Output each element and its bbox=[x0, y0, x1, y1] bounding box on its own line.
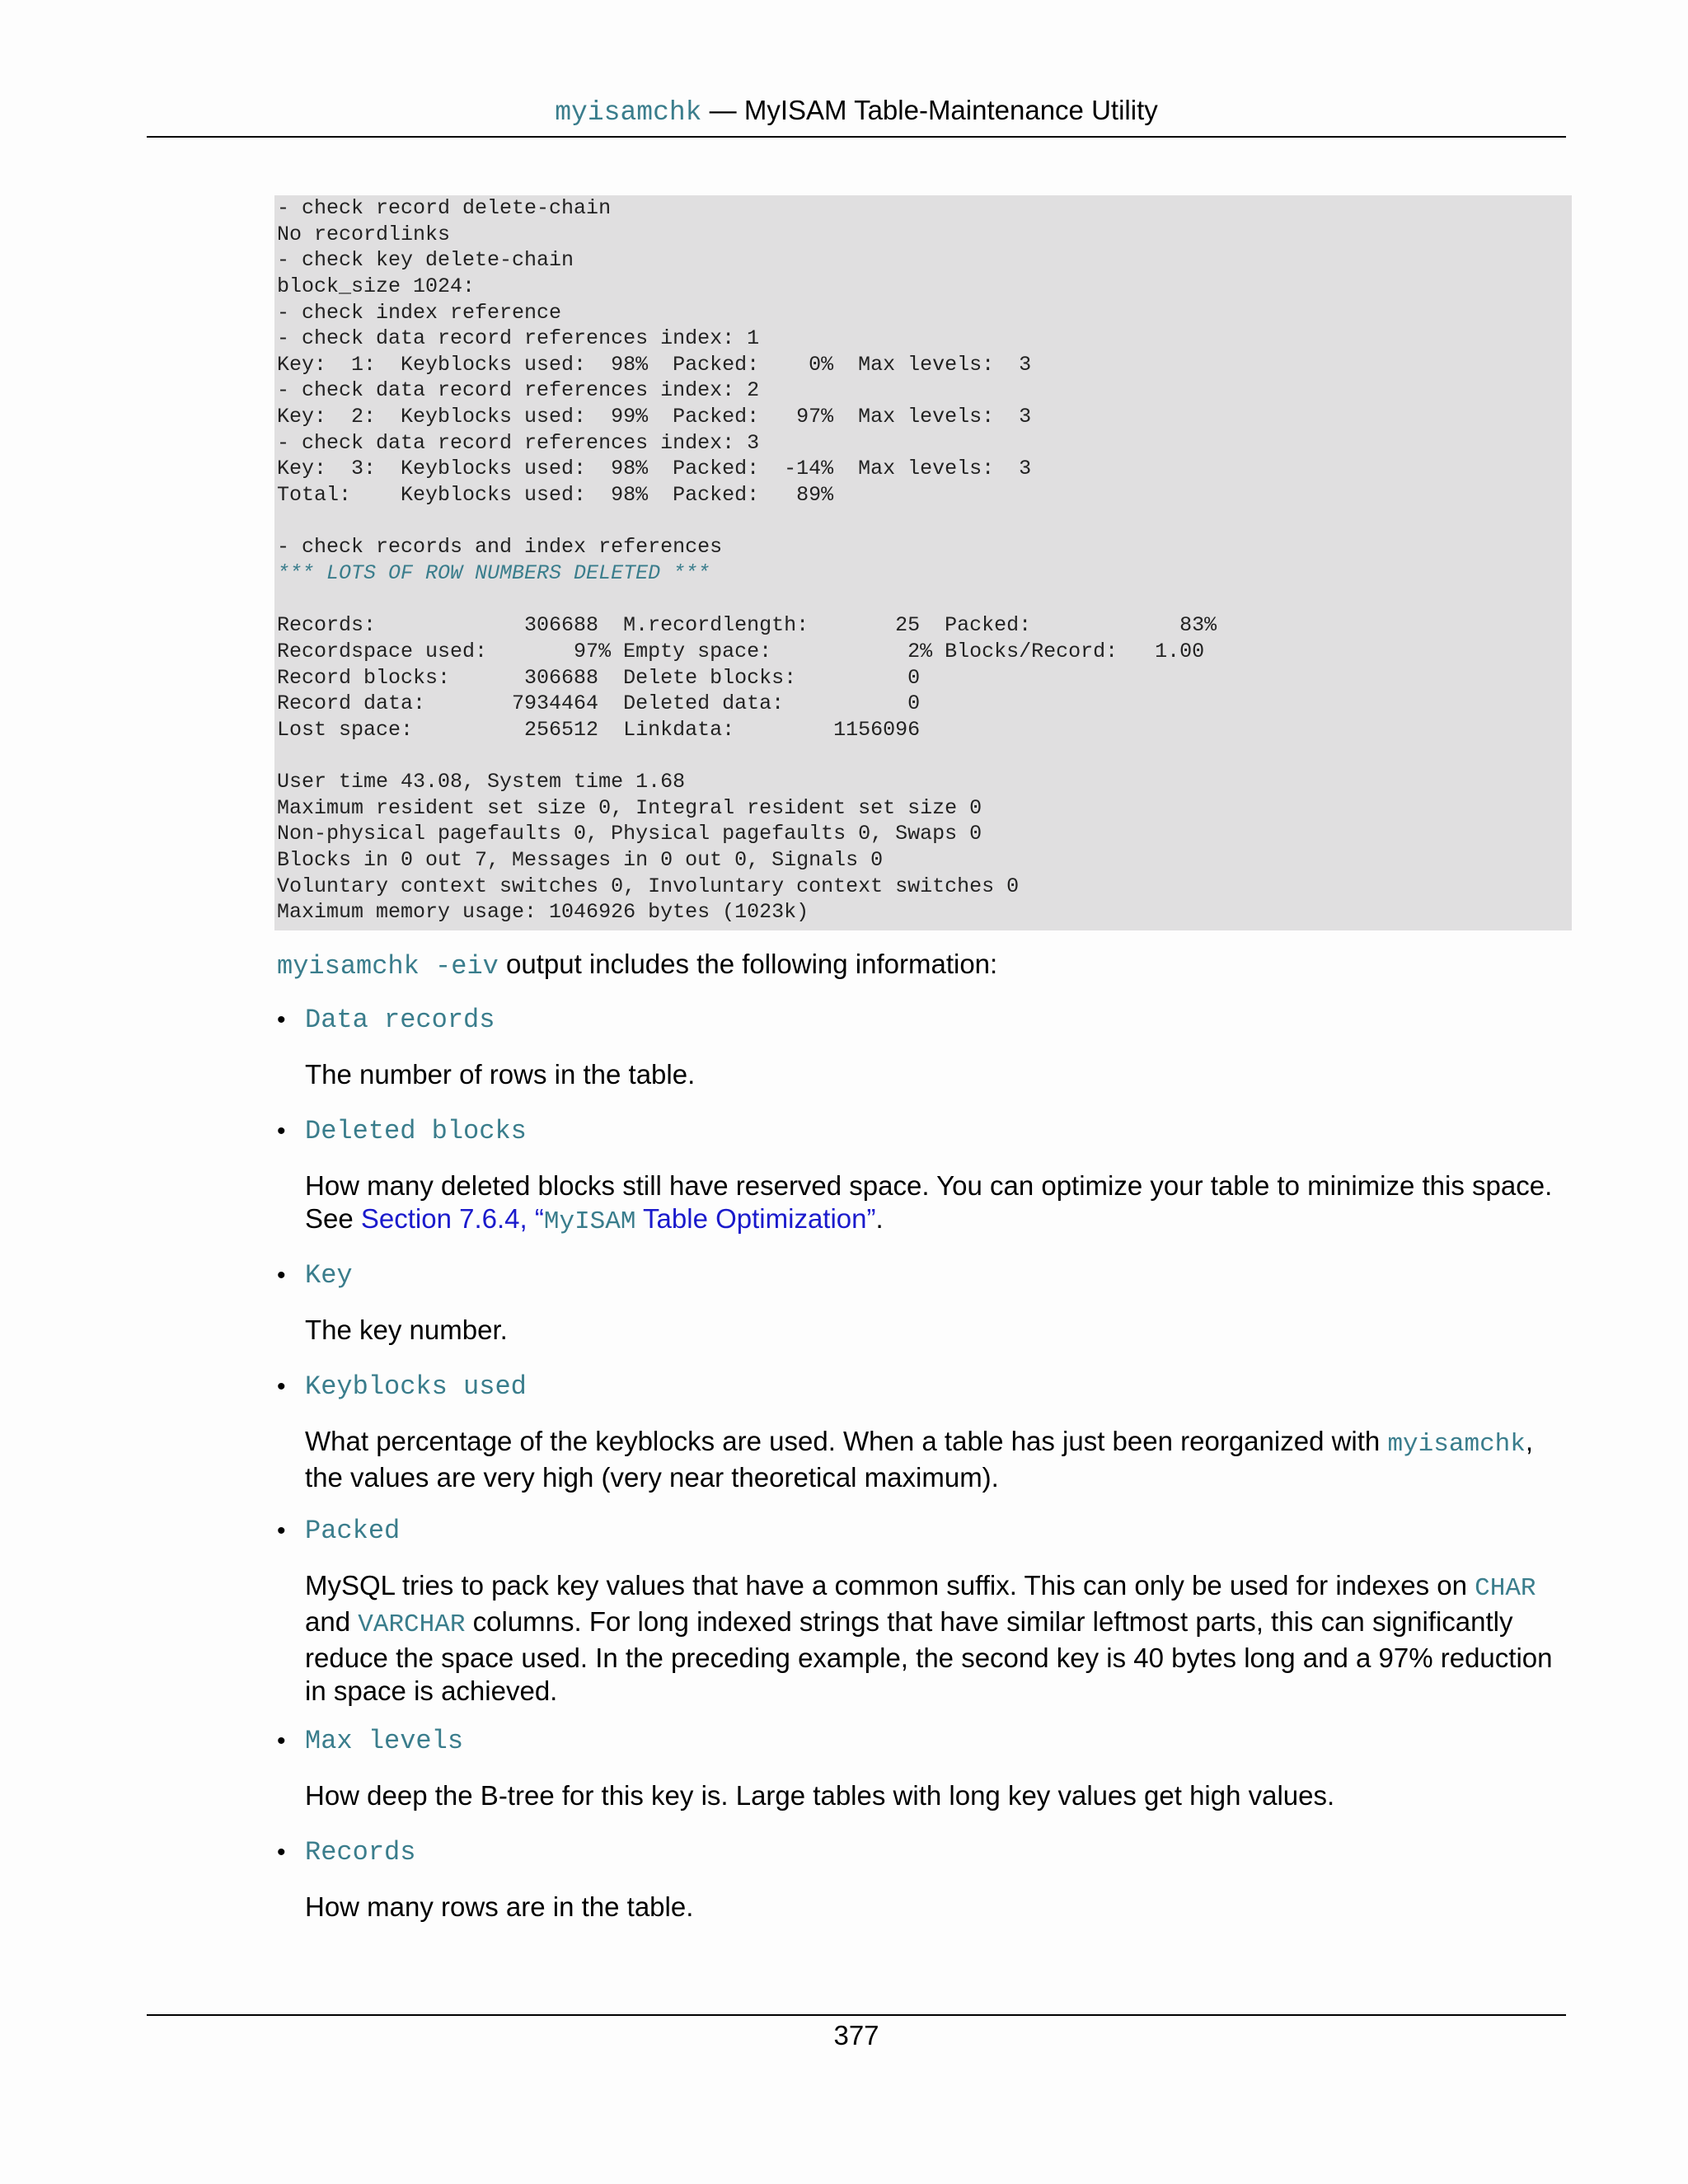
footer-rule bbox=[147, 2014, 1566, 2016]
link-section: Section 7.6.4, “ bbox=[360, 1203, 544, 1234]
code-line: - check record delete-chain bbox=[277, 196, 612, 220]
code-line: - check index reference bbox=[277, 300, 562, 325]
header-command: myisamchk bbox=[555, 97, 702, 128]
list-item bbox=[277, 1371, 1571, 1494]
code-line: - check data record references index: 2 bbox=[277, 378, 760, 403]
list-item bbox=[277, 1515, 1571, 1708]
item-description bbox=[305, 1169, 1571, 1239]
bullet-icon: • bbox=[277, 1006, 286, 1033]
code-line: block_size 1024: bbox=[277, 274, 476, 298]
inline-code: myisamchk bbox=[1387, 1430, 1526, 1459]
item-description bbox=[305, 1569, 1571, 1708]
bullet-icon: • bbox=[277, 1727, 286, 1755]
header-rule bbox=[147, 136, 1566, 138]
page-number: 377 bbox=[833, 2020, 879, 2050]
item-term: Keyblocks used bbox=[305, 1371, 527, 1402]
list-item bbox=[277, 1115, 1571, 1239]
code-line: Voluntary context switches 0, Involuntary context switches 0 bbox=[277, 874, 1020, 898]
code-line: Record blocks: 306688 Delete blocks: 0 bbox=[277, 665, 921, 690]
code-line: - check data record references index: 1 bbox=[277, 326, 760, 351]
code-line: Records: 306688 M.recordlength: 25 Packed: 83% bbox=[277, 613, 1217, 638]
item-description bbox=[305, 1425, 1571, 1494]
item-text: How many deleted blocks still have reserved space. You can optimize your table to minimize this space. bbox=[305, 1170, 1553, 1201]
code-line-emphasis: *** LOTS OF ROW NUMBERS DELETED *** bbox=[277, 560, 710, 585]
page-header bbox=[147, 92, 1566, 131]
bullet-icon: • bbox=[277, 1839, 286, 1866]
code-line: Total: Keyblocks used: 98% Packed: 89% bbox=[277, 483, 834, 508]
bullet-icon: • bbox=[277, 1118, 286, 1145]
section-link[interactable] bbox=[361, 1203, 876, 1234]
code-line: Maximum resident set size 0, Integral resident set size 0 bbox=[277, 795, 982, 820]
bullet-icon: • bbox=[277, 1517, 286, 1544]
code-line: Key: 1: Keyblocks used: 98% Packed: 0% Max levels: 3 bbox=[277, 352, 1032, 377]
code-line: - check data record references index: 3 bbox=[277, 430, 760, 455]
item-text: , the values are very high (very near theoretical maximum). bbox=[305, 1426, 1534, 1493]
intro-text: output includes the following information: bbox=[498, 949, 998, 979]
code-line bbox=[277, 587, 1572, 613]
item-text: What percentage of the keyblocks are used. When a table has just been reorganized with bbox=[305, 1426, 1388, 1456]
list-item bbox=[277, 1836, 1571, 1924]
code-line: Non-physical pagefaults 0, Physical pagefaults 0, Swaps 0 bbox=[277, 822, 982, 846]
item-text: MySQL tries to pack key values that have a common suffix. This can only be used for indexes on bbox=[305, 1570, 1475, 1601]
code-line: Recordspace used: 97% Empty space: 2% Blocks/Record: 1.00 bbox=[277, 639, 1205, 663]
item-term: Deleted blocks bbox=[305, 1116, 527, 1146]
code-line: Blocks in 0 out 7, Messages in 0 out 0, Signals 0 bbox=[277, 848, 884, 873]
list-item bbox=[277, 1259, 1571, 1347]
item-term: Key bbox=[305, 1260, 353, 1291]
code-line: No recordlinks bbox=[277, 222, 451, 246]
list-item bbox=[277, 1725, 1571, 1812]
inline-code: CHAR bbox=[1475, 1574, 1536, 1603]
bullet-icon: • bbox=[277, 1262, 286, 1289]
intro-command: myisamchk -eiv bbox=[277, 951, 499, 982]
code-line: User time 43.08, System time 1.68 bbox=[277, 770, 686, 794]
see-prefix: See bbox=[305, 1203, 361, 1234]
code-line: Key: 2: Keyblocks used: 99% Packed: 97% Max levels: 3 bbox=[277, 405, 1032, 429]
item-description: How many rows are in the table. bbox=[305, 1891, 694, 1922]
code-line bbox=[277, 743, 1572, 769]
code-line: Key: 3: Keyblocks used: 98% Packed: -14% Max levels: 3 bbox=[277, 457, 1032, 481]
inline-code: VARCHAR bbox=[358, 1610, 466, 1639]
code-line: Record data: 7934464 Deleted data: 0 bbox=[277, 691, 921, 716]
item-term: Packed bbox=[305, 1516, 401, 1546]
item-text: and bbox=[305, 1606, 359, 1637]
link-code: MyISAM bbox=[543, 1207, 636, 1236]
code-line bbox=[277, 509, 1572, 535]
code-line: Maximum memory usage: 1046926 bytes (1023k) bbox=[277, 900, 809, 925]
bullet-icon: • bbox=[277, 1373, 286, 1400]
link-title: Table Optimization” bbox=[635, 1203, 876, 1234]
item-description: The number of rows in the table. bbox=[305, 1059, 696, 1090]
see-suffix: . bbox=[875, 1203, 884, 1234]
code-block bbox=[274, 195, 1572, 930]
item-term: Records bbox=[305, 1837, 416, 1868]
item-description: How deep the B-tree for this key is. Large tables with long key values get high values. bbox=[305, 1780, 1335, 1811]
code-line: - check records and index references bbox=[277, 535, 723, 560]
item-description: The key number. bbox=[305, 1315, 508, 1345]
item-term: Max levels bbox=[305, 1726, 464, 1756]
intro-paragraph bbox=[277, 948, 997, 983]
item-term: Data records bbox=[305, 1005, 495, 1035]
code-line: - check key delete-chain bbox=[277, 248, 574, 273]
header-title: — MyISAM Table-Maintenance Utility bbox=[709, 95, 1158, 125]
code-line: Lost space: 256512 Linkdata: 1156096 bbox=[277, 717, 921, 742]
list-item bbox=[277, 1004, 1571, 1091]
item-text: columns. For long indexed strings that have similar leftmost parts, this can significantly reduce the space used. In the preceding example, the second key is 40 bytes long and a 97% reduction in space is achieved. bbox=[305, 1606, 1553, 1706]
